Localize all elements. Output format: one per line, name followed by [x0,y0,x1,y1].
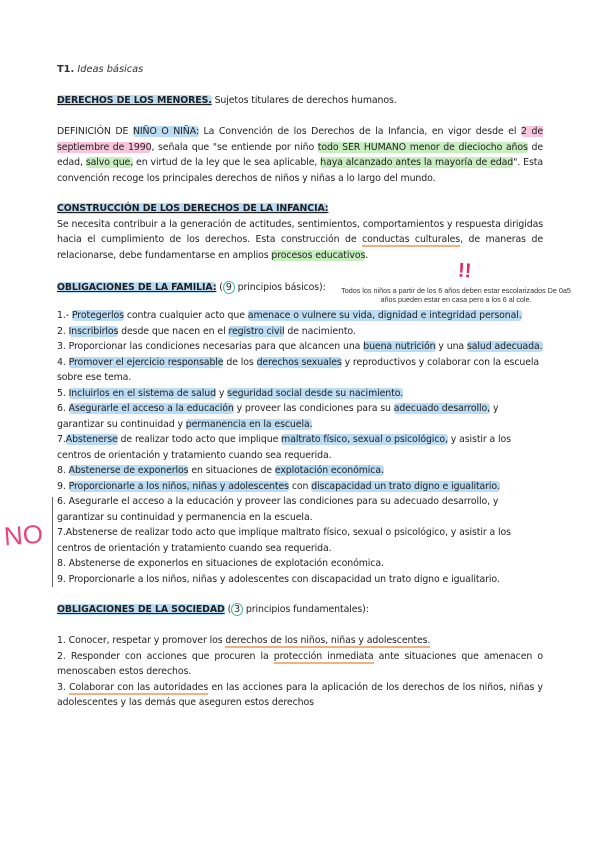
list-item: 8. Abstenerse de exponerlos en situaciones de explotación económica. [57,465,384,476]
definicion-section: DEFINICIÓN DE NIÑO O NIÑA: La Convención de los Derechos de la Infancia, en vigor desde el 2 de septiembre de 1990, señala que "se entiende por niño todo SER HUMANO menor de dieciocho años de edad, salvo que, en virtud de la ley que le sea aplicable, haya alcanzado antes la mayoría de edad". Esta convención recoge los principales derechos de niños y niñas a lo largo del mundo. [57,126,543,184]
list-item: 7.Abstenerse de realizar todo acto que implique maltrato físico, sexual o psicológico, y asistir a los centros de orientación y tratamiento cuando sea requerida. [57,527,511,554]
count-circle: 3 [231,603,243,616]
list-item: 7.Abstenerse de realizar todo acto que implique maltrato físico, sexual o psicológico, y asistir a los centros de orientación y tratamiento cuando sea requerida. [57,434,511,461]
list-item: 9. Proporcionarle a los niños, niñas y adolescentes con discapacidad un trato digno e igualitario. [57,573,500,585]
list-item: 2. Responder con acciones que procuren la protección inmediata ante situaciones que amenacen o menoscaben estos derechos. [57,650,543,677]
count-circle: 9 [223,281,235,294]
date-highlight: 2 de septiembre de 1990 [57,126,543,153]
familia-heading-row: OBLIGACIONES DE LA FAMILIA: ( 9 principios básicos): [57,282,326,293]
list-item: 4. Promover el ejercicio responsable de los derechos sexuales y reproductivos y colaborar con la escuela sobre ese tema. [57,356,540,383]
derechos-text: Sujetos titulares de derechos humanos. [211,95,397,106]
list-item: 1.- Protegerlos contra cualquier acto que amenace o vulnere su vida, dignidad e integridad personal. [57,310,522,321]
sociedad-heading-row: OBLIGACIONES DE LA SOCIEDAD ( 3 principios fundamentales): [57,604,369,615]
list-item: 6. Asegurarle el acceso a la educación y proveer las condiciones para su adecuado desarrollo, y garantizar su continuidad y permanencia en la escuela. [57,496,499,523]
list-item: 2. Inscribirlos desde que nacen en el registro civil de nacimiento. [57,325,356,337]
no-annotation: NO [2,518,44,552]
list-item: 3. Colaborar con las autoridades en las acciones para la aplicación de los derechos de los niños, niñas y adolescentes y las demás que aseguren estos derechos [57,681,544,708]
list-item: 5. Incluirlos en el sistema de salud y seguridad social desde su nacimiento. [57,387,404,399]
list-item: 3. Proporcionar las condiciones necesarias para que alcancen una buena nutrición y una salud adecuada. [57,341,543,352]
margin-note: Todos los niños a partir de los 6 años deben estar escolarizados De 0a5 años pueden estar en casa pero a los 6 al cole. [341,286,571,304]
definicion-label: DEFINICIÓN DE [57,126,133,137]
derechos-heading: DERECHOS DE LOS MENORES. [57,95,212,106]
list-item: 6. Asegurarle el acceso a la educación y proveer las condiciones para su adecuado desarrollo, y garantizar su continuidad y permanencia en la escuela. [57,403,499,430]
margin-bracket [52,497,53,587]
list-item: 1. Conocer, respetar y promover los derechos de los niños, niñas y adolescentes. [57,635,431,646]
document-title: T1. Ideas básicas [57,64,144,75]
familia-heading: OBLIGACIONES DE LA FAMILIA: [57,282,217,293]
derechos-section [57,93,543,109]
construccion-section: CONSTRUCCIÓN DE LOS DERECHOS DE LA INFANCIA: Se necesita contribuir a la generación de actitudes, sentimientos, comportamientos y respuesta dirigidas hacia el cumplimiento de los derechos. Esta construcción de conductas culturales, de maneras de relacionarse, debe fundamentarse en amplios procesos educativos. [57,203,543,261]
list-item: 9. Proporcionarle a los niños, niñas y adolescentes con discapacidad un trato digno e igualitario. [57,480,500,492]
sociedad-list [57,633,543,711]
familia-list [57,308,543,587]
exclamation-mark: !! [457,259,473,283]
sociedad-heading: OBLIGACIONES DE LA SOCIEDAD [57,604,225,615]
list-item: 8. Abstenerse de exponerlos en situaciones de explotación económica. [57,558,384,569]
construccion-heading: CONSTRUCCIÓN DE LOS DERECHOS DE LA INFANCIA: [57,203,329,214]
